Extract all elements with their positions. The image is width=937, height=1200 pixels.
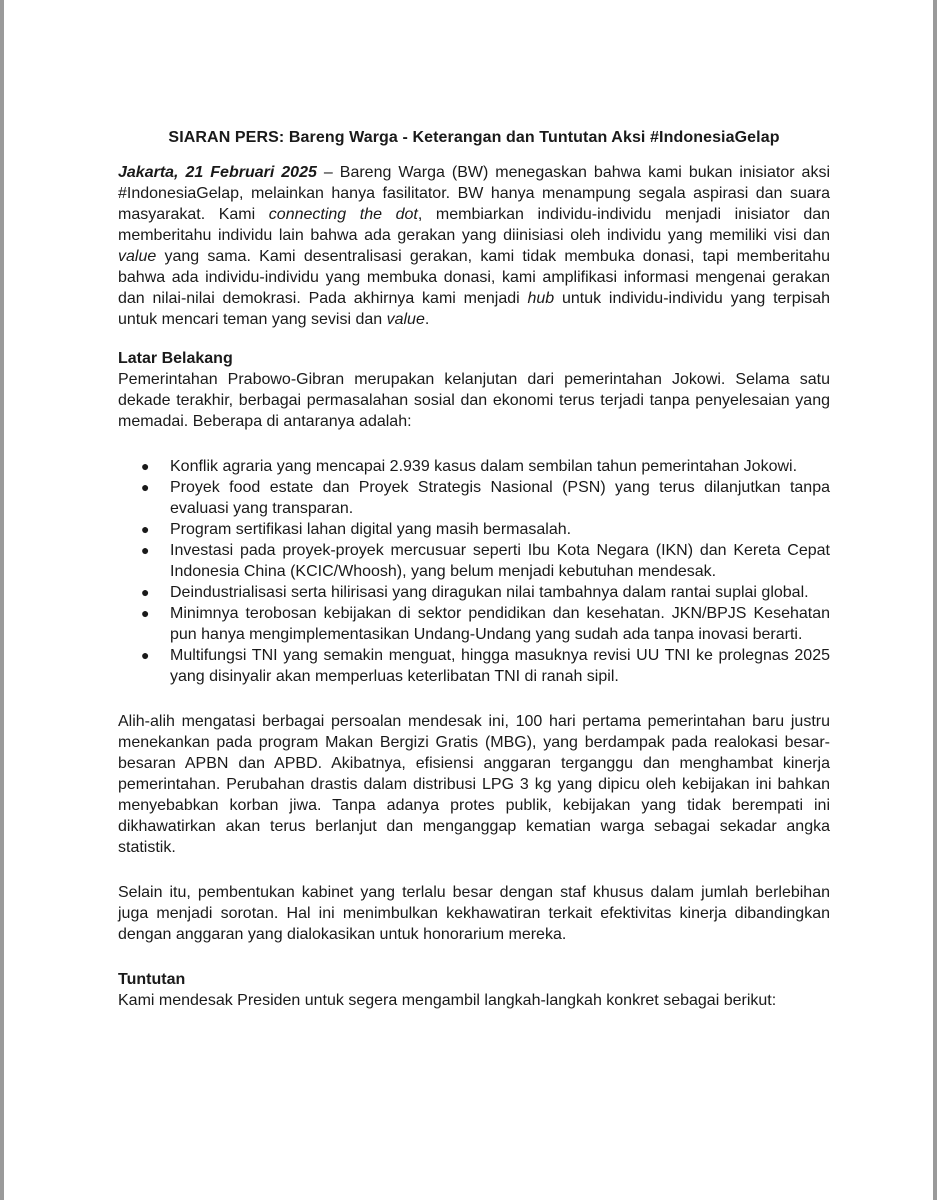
bullet-icon: ● xyxy=(141,458,150,474)
background-intro: Pemerintahan Prabowo-Gibran merupakan kelanjutan dari pemerintahan Jokowi. Selama satu dekade terakhir, berbagai permasalahan sosial dan ekonomi terus terjadi tanpa penyelesaian yang memadai. Beberapa di antaranya adalah: xyxy=(118,371,830,430)
issue-list-item xyxy=(118,540,830,582)
issue-list-item xyxy=(118,603,830,645)
press-release-title: SIARAN PERS: Bareng Warga - Keterangan dan Tuntutan Aksi #IndonesiaGelap xyxy=(168,129,780,146)
bullet-icon: ● xyxy=(141,647,150,663)
intro-text-segment: untuk individu-individu yang terpisah untuk mencari teman yang sevisi dan xyxy=(118,290,831,328)
italic-term: connecting the dot xyxy=(268,206,418,223)
bullet-icon: ● xyxy=(141,542,150,558)
background-heading: Latar Belakang xyxy=(118,350,233,367)
issue-text: Deindustrialisasi serta hilirisasi yang diragukan nilai tambahnya dalam rantai suplai global. xyxy=(170,584,809,601)
bullet-icon: ● xyxy=(141,605,150,621)
issue-list-item xyxy=(118,582,830,603)
background-issue-list xyxy=(118,456,830,687)
issue-text: Program sertifikasi lahan digital yang masih bermasalah. xyxy=(170,521,572,538)
intro-text-segment: , membiarkan individu-individu menjadi inisiator dan memberitahu individu lain bahwa ada gerakan yang diinisiasi oleh individu yang memiliki visi dan xyxy=(118,206,831,244)
issue-text: Investasi pada proyek-proyek mercusuar seperti Ibu Kota Negara (IKN) dan Kereta Cepat Indonesia China (KCIC/Whoosh), yang belum menjadi kebutuhan mendesak. xyxy=(170,542,830,580)
intro-paragraph xyxy=(118,162,830,330)
intro-text-segment: – Bareng Warga (BW) menegaskan bahwa kami bukan inisiator aksi #IndonesiaGelap, melainkan hanya fasilitator. BW hanya menampung segala aspirasi dan suara masyarakat. Kami xyxy=(118,164,831,223)
background-paragraph-2: Alih-alih mengatasi berbagai persoalan mendesak ini, 100 hari pertama pemerintahan baru justru menekankan pada program Makan Bergizi Gratis (MBG), yang berdampak pada realokasi besar-besaran APBN dan APBD. Akibatnya, efisiensi anggaran terganggu dan menghambat kinerja pemerintahan. Perubahan drastis dalam distribusi LPG 3 kg yang dipicu oleh kebijakan ini bahkan menyebabkan korban jiwa. Tanpa adanya protes publik, kebijakan yang tidak berempati ini dikhawatirkan akan terus berlanjut dan menganggap kematian warga sebagai sekadar angka statistik. xyxy=(118,713,830,856)
document-page xyxy=(4,0,933,1200)
bullet-icon: ● xyxy=(141,479,150,495)
italic-term: value xyxy=(118,248,157,265)
issue-text: Konflik agraria yang mencapai 2.939 kasus dalam sembilan tahun pemerintahan Jokowi. xyxy=(170,458,798,475)
italic-term: value xyxy=(386,311,425,328)
issue-list-item xyxy=(118,477,830,519)
bullet-icon: ● xyxy=(141,584,150,600)
demands-intro: Kami mendesak Presiden untuk segera mengambil langkah-langkah konkret sebagai berikut: xyxy=(118,992,777,1009)
issue-list-item xyxy=(118,645,830,687)
issue-text: Multifungsi TNI yang semakin menguat, hingga masuknya revisi UU TNI ke prolegnas 2025 yang disinyalir akan memperluas keterlibatan TNI di ranah sipil. xyxy=(170,647,830,685)
italic-term: hub xyxy=(527,290,555,307)
intro-text-segment: yang sama. Kami desentralisasi gerakan, kami tidak membuka donasi, tapi memberitahu bahwa ada individu-individu yang membuka donasi, kami amplifikasi informasi mengenai gerakan dan nilai-nilai demokrasi. Pada akhirnya kami menjadi xyxy=(118,248,830,307)
background-paragraph-3: Selain itu, pembentukan kabinet yang terlalu besar dengan staf khusus dalam jumlah berlebihan juga menjadi sorotan. Hal ini menimbulkan kekhawatiran terkait efektivitas kinerja dibandingkan dengan anggaran yang dialokasikan untuk honorarium mereka. xyxy=(118,884,830,943)
demands-heading: Tuntutan xyxy=(118,971,186,988)
bullet-icon: ● xyxy=(141,521,150,537)
issue-text: Minimnya terobosan kebijakan di sektor pendidikan dan kesehatan. JKN/BPJS Kesehatan pun hanya mengimplementasikan Undang-Undang yang sudah ada tanpa inovasi berarti. xyxy=(170,605,830,643)
intro-text-segment: . xyxy=(424,311,430,328)
document-content xyxy=(118,127,830,1029)
release-dateline: Jakarta, 21 Februari 2025 xyxy=(118,164,317,181)
issue-list-item xyxy=(118,456,830,477)
issue-list-item xyxy=(118,519,830,540)
issue-text: Proyek food estate dan Proyek Strategis Nasional (PSN) yang terus dilanjutkan tanpa evaluasi yang transparan. xyxy=(170,479,830,517)
